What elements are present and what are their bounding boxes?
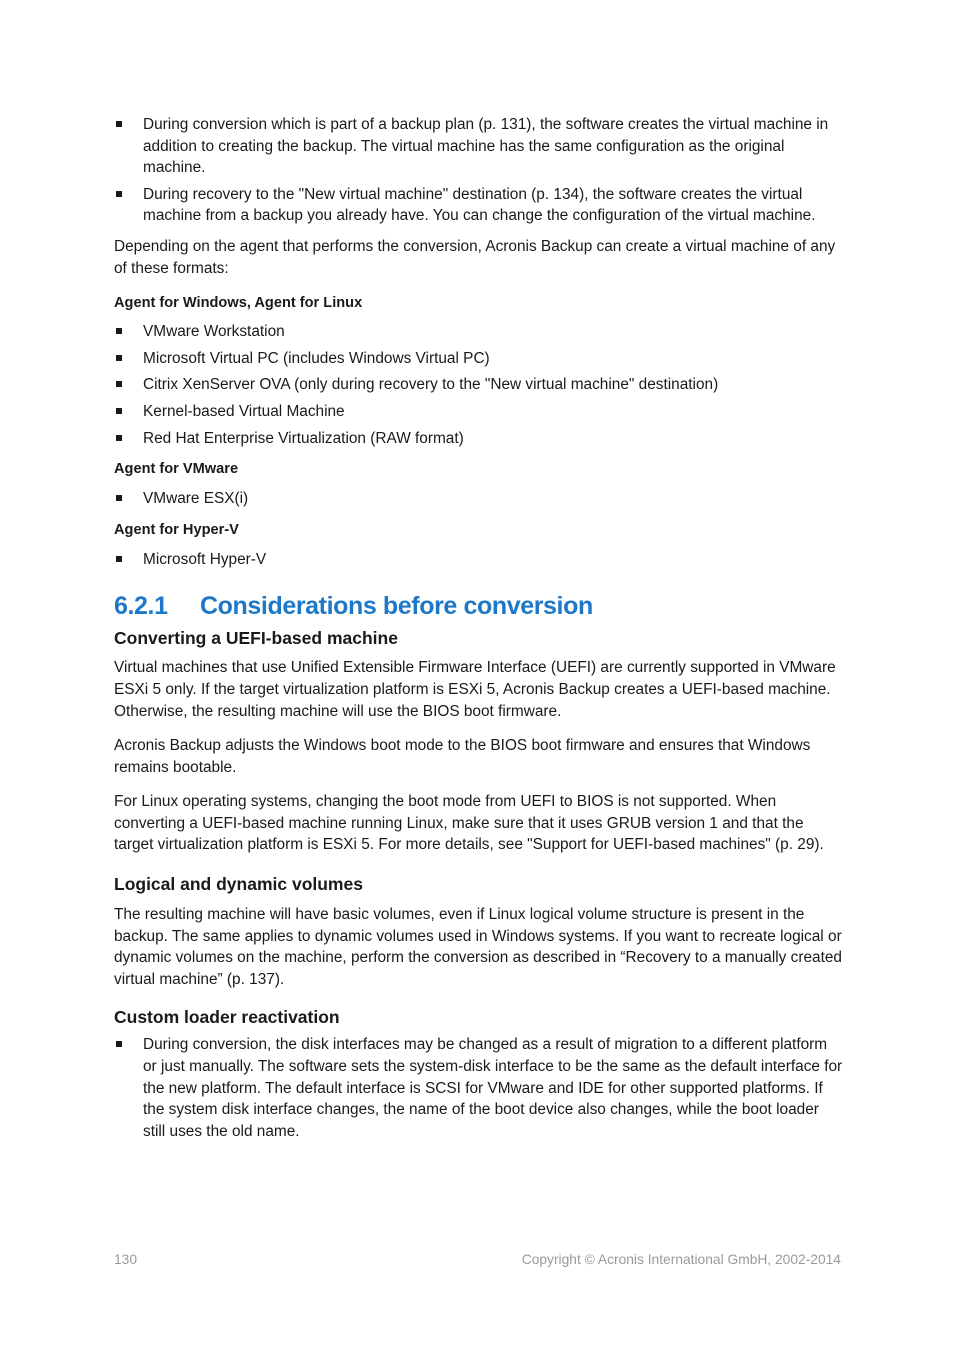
list-item (114, 114, 844, 179)
list-item-text: Kernel-based Virtual Machine (143, 402, 345, 420)
page-number: 130 (114, 1252, 138, 1267)
square-bullet-icon (116, 435, 122, 441)
list-item-text: During conversion which is part of a backup plan (p. 131), the software creates the virtual machine in addition to creating the backup. The virtual machine has the same configuration as the original machine. (143, 116, 829, 177)
copyright-notice: Copyright © Acronis International GmbH, 2002-2014 (521, 1252, 841, 1267)
uefi-paragraph: Acronis Backup adjusts the Windows boot mode to the BIOS boot firmware and ensures that Windows remains bootable. (114, 737, 811, 776)
intro-bullet-list (114, 114, 844, 227)
list-item-text: Red Hat Enterprise Virtualization (RAW format) (143, 429, 464, 447)
list-item (114, 549, 844, 571)
agent-heading: Agent for Hyper-V (114, 521, 239, 538)
loader-heading: Custom loader reactivation (114, 1007, 340, 1028)
list-item-text: During recovery to the "New virtual machine" destination (p. 134), the software creates the virtual machine from a backup you already have. You can change the configuration of the virtual machine. (143, 185, 816, 225)
uefi-paragraph: For Linux operating systems, changing the boot mode from UEFI to BIOS is not supported. When converting a UEFI-based machine running Linux, make sure that it uses GRUB version 1 and that the target virtualization platform is ESXi 5. For more details, see "Support for UEFI-based machines" (p. 29). (114, 793, 824, 854)
section-number: 6.2.1 (114, 592, 168, 621)
list-item (114, 348, 844, 370)
list-item (114, 321, 844, 343)
list-item-text: Microsoft Hyper-V (143, 550, 267, 568)
section-heading (114, 591, 844, 621)
square-bullet-icon (116, 408, 122, 414)
square-bullet-icon (116, 121, 122, 127)
list-item (114, 184, 844, 227)
agent-format-list (114, 488, 844, 510)
list-item (114, 401, 844, 423)
uefi-heading: Converting a UEFI-based machine (114, 628, 398, 649)
uefi-paragraph: Virtual machines that use Unified Extensible Firmware Interface (UEFI) are currently supported in VMware ESXi 5 only. If the target virtualization platform is ESXi 5, Acronis Backup creates a UEFI-based machine. Otherwise, the resulting machine will use the BIOS boot firmware. (114, 659, 836, 720)
square-bullet-icon (116, 328, 122, 334)
volumes-heading: Logical and dynamic volumes (114, 874, 363, 895)
list-item-text: VMware Workstation (143, 323, 285, 341)
formats-intro: Depending on the agent that performs the conversion, Acronis Backup can create a virtual machine of any of these formats: (114, 237, 836, 277)
list-item (114, 488, 844, 510)
agent-heading: Agent for VMware (114, 461, 239, 478)
square-bullet-icon (116, 381, 122, 387)
page-content (114, 112, 844, 1142)
square-bullet-icon (116, 556, 122, 562)
list-item (114, 1034, 844, 1142)
list-item-text: Microsoft Virtual PC (includes Windows Virtual PC) (143, 349, 490, 367)
list-item (114, 428, 844, 450)
square-bullet-icon (116, 1041, 122, 1047)
square-bullet-icon (116, 191, 122, 197)
section-title: Considerations before conversion (200, 592, 593, 621)
square-bullet-icon (116, 355, 122, 361)
list-item (114, 374, 844, 396)
list-item-text: During conversion, the disk interfaces may be changed as a result of migration to a different platform or just manually. The software sets the system-disk interface to be the same as the default interface for the new platform. The default interface is SCSI for VMware and IDE for other supported platforms. If the system disk interface changes, the name of the boot device also changes, while the boot loader still uses the old name. (143, 1036, 843, 1140)
loader-bullet-list (114, 1034, 844, 1142)
agent-heading: Agent for Windows, Agent for Linux (114, 295, 363, 312)
list-item-text: VMware ESX(i) (143, 490, 249, 508)
agent-format-list (114, 549, 844, 571)
square-bullet-icon (116, 495, 122, 501)
list-item-text: Citrix XenServer OVA (only during recovery to the "New virtual machine" destination) (143, 376, 719, 394)
agent-format-list (114, 321, 844, 449)
volumes-paragraph: The resulting machine will have basic volumes, even if Linux logical volume structure is present in the backup. The same applies to dynamic volumes used in Windows systems. If you want to recreate logical or dynamic volumes on the machine, perform the conversion as described in “Recovery to a manually created virtual machine” (p. 137). (114, 906, 842, 988)
